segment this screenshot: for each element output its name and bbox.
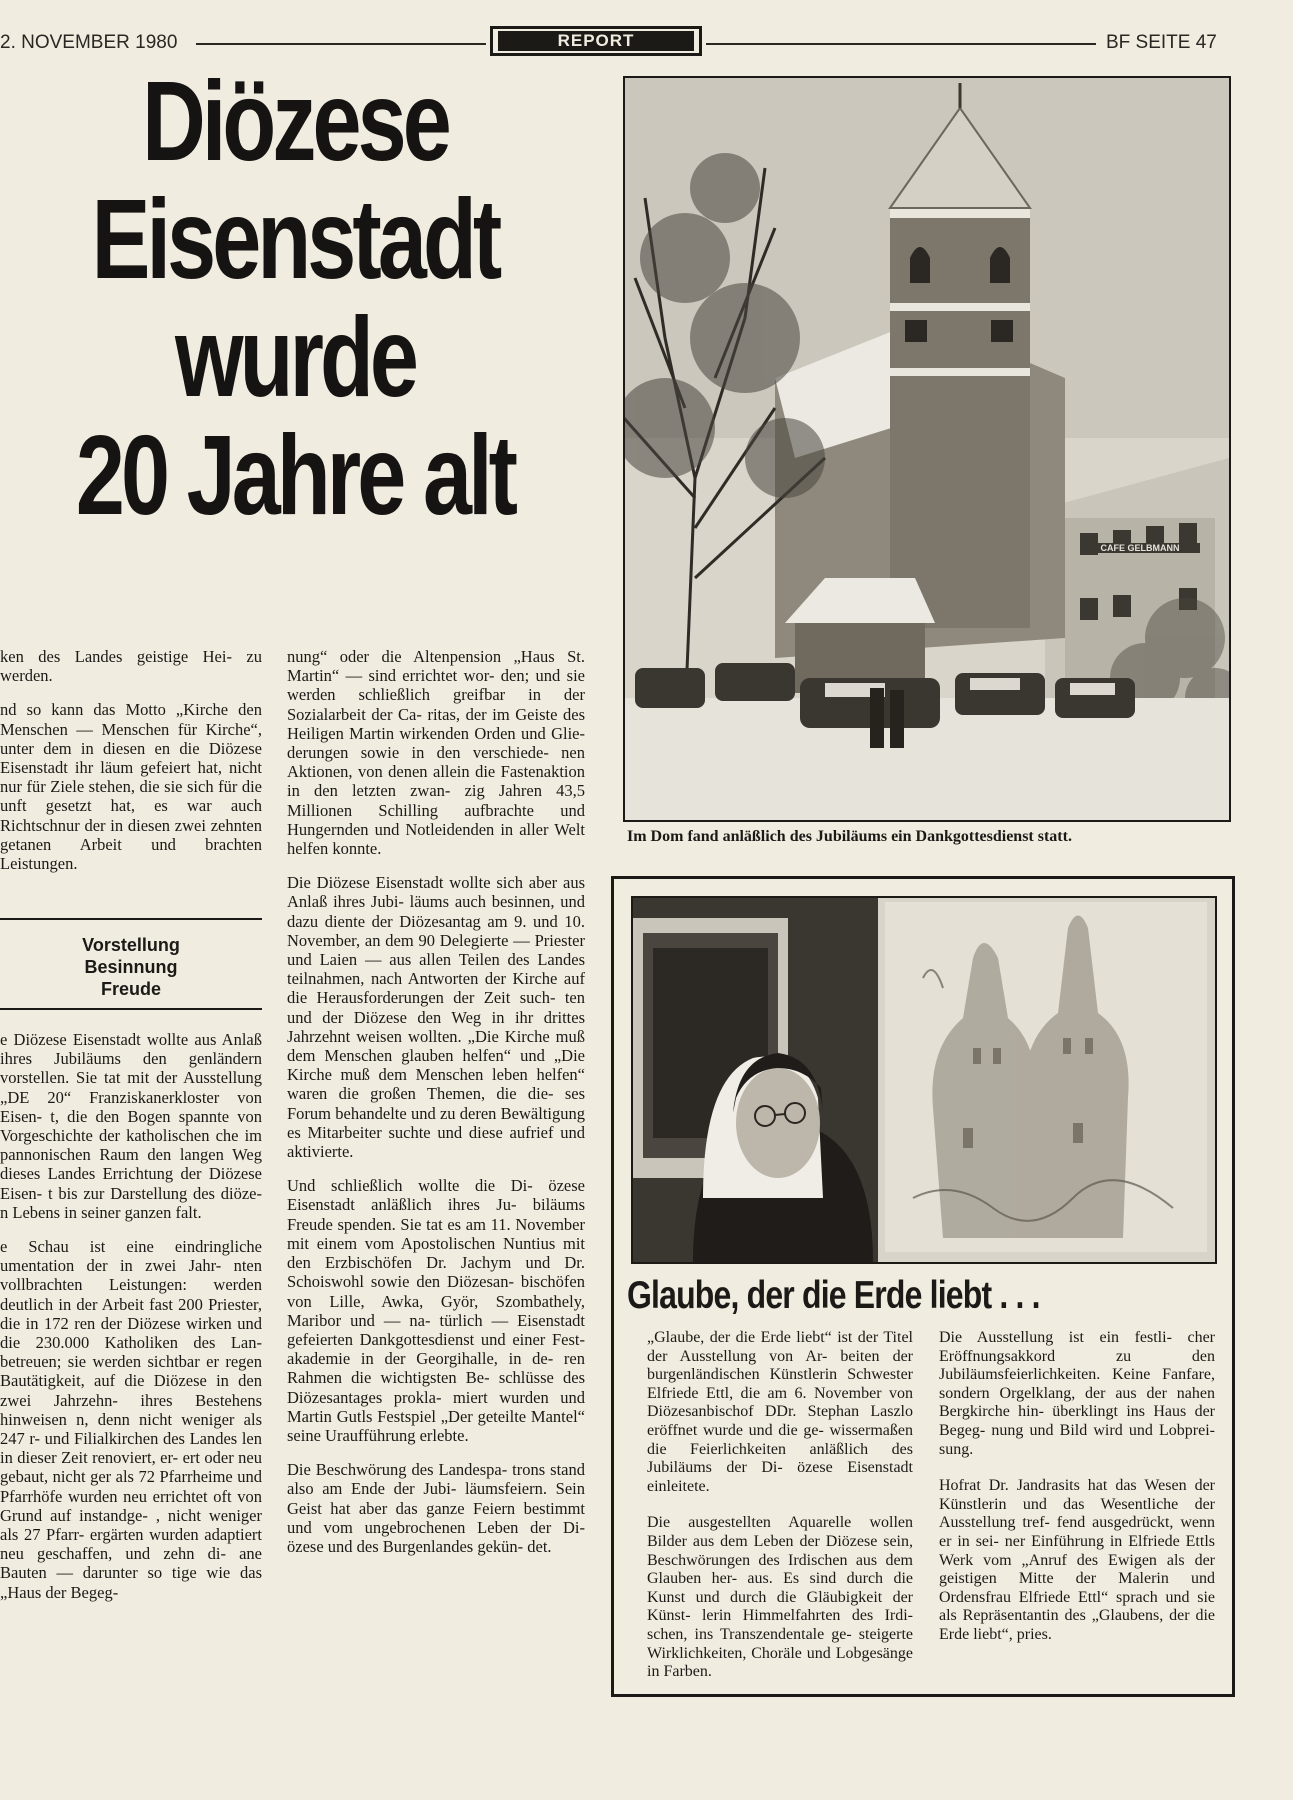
article-column-1a <box>0 647 262 887</box>
cafe-sign: CAFE GELBMANN <box>1100 543 1180 553</box>
col2-paragraph-1: nung“ oder die Altenpension „Haus St. Martin“ — sind errichtet wor- den; und sie werden schließlich greifbar in der Sozialarbeit der Ca- ritas, der im Geiste des Heiligen Martin wirkenden Orden und Glie- derungen sowie in den verschiede- nen Aktionen, von denen allein die Fastenaktion in den letzten zwan- zig Jahren 43,5 Millionen Schilling aufbrachte und Hungernden und Notleidenden in aller Welt helfen konnte. <box>287 647 585 859</box>
col2-paragraph-3: Und schließlich wollte die Di- özese Eisenstadt anläßlich ihres Ju- biläums Freude spenden. Sie tat es am 11. November mit einem vom Apostolischen Nuntius mit den Erzbischöfen Dr. Jachym und Dr. Schoiswohl sowie den Diözesan- bischöfen von Lille, Awka, Györ, Szombathely, Maribor und — na- türlich — Eisenstadt gefeierten Dankgottesdienst und einer Fest- akademie in der Georgihalle, in de- ren Rahmen die wichtigsten Be- schlüsse des Diözesantages prokla- miert wurden und Martin Gutls Festspiel „Der geteilte Mantel“ seine Uraufführung erlebte. <box>287 1176 585 1445</box>
col1-paragraph-1: ken des Landes geistige Hei- zu werden. <box>0 647 262 686</box>
church-photo-image <box>625 78 1229 820</box>
column-1-rule-bottom <box>0 1008 262 1010</box>
subheading-line-1: Vorstellung <box>82 935 180 955</box>
main-headline <box>65 62 525 534</box>
church-photo-caption: Im Dom fand anläßlich des Jubiläums ein Dankgottesdienst statt. <box>627 828 1072 845</box>
subheading-line-3: Freude <box>100 979 161 999</box>
exhibition-left-paragraph-2: Die ausgestellten Aquarelle wollen Bilder aus dem Leben der Diözese sein, Beschwörungen des Irdischen aus dem Glauben her- aus. Es sind durch die Kunst und durch die Gläubigkeit der Künst- lerin Himmelfahrten des Irdi- schen, ins Transzendentale ge- steigerte Wirklichkeiten, Choräle und Lobgesänge in Farben. <box>647 1514 913 1681</box>
page-number: BF SEITE 47 <box>1106 32 1217 53</box>
exhibition-headline: Glaube, der die Erde liebt . . . <box>627 1274 1040 1317</box>
exhibition-left-paragraph-1: „Glaube, der die Erde liebt“ ist der Titel der Ausstellung von Ar- beiten der burgenländischen Künstlerin Schwester Elfriede Ettl, die am 6. November von Diözesanbischof DDr. Stephan Laszlo eröffnet wurde und die ge- wissermaßen die Feierlichkeiten anläßlich des Jubiläums der Di- özese Eisenstadt einleitete. <box>647 1329 913 1495</box>
headline-line-1: Diözese <box>142 62 448 184</box>
article-column-1b <box>0 1030 262 1770</box>
section-label-box <box>490 26 702 56</box>
subheading <box>0 934 262 1000</box>
col1-paragraph-3: e Diözese Eisenstadt wollte aus Anlaß ihres Jubiläums den genländern vorstellen. Sie tat mit der Ausstellung „DE 20“ Franziskanerkloster von Eisen- t, die den Bogen spannte von Vorgeschichte der katholischen che im pannonischen Raum den langen Weg dieses Landes Errichtung der Diözese Eisen- t bis zur Darstellung des diöze- n Lebens in seiner ganzen falt. <box>0 1030 262 1222</box>
col2-paragraph-4: Die Beschwörung des Landespa- trons stand also am Ende der Jubi- läumsfeiern. Sein Geist hat aber das ganze Feiern bestimmt und vom ungebrochenen Leben der Di- özese und des Burgenlandes gekün- det. <box>287 1460 585 1556</box>
artist-photo <box>631 896 1217 1264</box>
exhibition-column-right <box>939 1329 1215 1689</box>
exhibition-column-left <box>647 1329 913 1689</box>
subheading-line-2: Besinnung <box>84 957 178 977</box>
headline-line-2: Eisenstadt <box>91 176 499 302</box>
header-rule-right <box>706 43 1096 45</box>
col1-paragraph-2: nd so kann das Motto „Kirche den Menschen — Menschen für Kirche“, unter dem in diesen en die Diözese Eisenstadt ihr läum gefeiert hat, nicht nur für Ziele stehen, die sie sich für die unft gesetzt hat, es war auch Richtschnur der in diesen zwei zehnten getanen Arbeit und brachten Leistungen. <box>0 700 262 874</box>
col1-paragraph-4: e Schau ist eine eindringliche umentation der in zwei Jahr- nten vollbrachten Leistungen: werden deutlich in der Arbeit fast 200 Priester, die in 172 ren der Diözese wirken und die 230.000 Katholiken des Lan- betreuen; sie werden sichtbar er regen Bautätigkeit, auf die Diözese in den zwei Jahrzehn- ihres Bestehens hinweisen n, denn nicht weniger als 247 r- und Filialkirchen des Landes len in dieser Zeit renoviert, er- ert oder neu gebaut, nicht ger als 72 Pfarrheime und Pfarrhöfe wurden neu errichtet oft von Grund auf instandge- , nicht weniger als 27 Pfarr- ergärten wurden adaptiert neu geschaffen, und zehn di- ane Bauten — darunter so tige wie das „Haus der Begeg- <box>0 1237 262 1602</box>
exhibition-right-paragraph-1: Die Ausstellung ist ein festli- cher Eröffnungsakkord zu den Jubiläumsfeierlichkeiten. Keine Fanfare, sondern Orgelklang, der aus der nahen Bergkirche hin- überklingt ins Haus der Begeg- nung und Bild wird und Lobprei- sung. <box>939 1329 1215 1458</box>
headline-line-4: 20 Jahre alt <box>75 412 515 534</box>
exhibition-right-paragraph-2: Hofrat Dr. Jandrasits hat das Wesen der Künstlerin und das Wesentliche der Ausstellung tref- fend ausgedrückt, wenn er in sei- ner Einführung in Elfriede Ettls Werk vom „Anruf des Ewigen als der geistigen Mitte der Malerin und Ordensfrau Elfriede Ettl“ sprach und sie als Repräsentantin des „Glaubens, der die Erde liebt“, pries. <box>939 1477 1215 1643</box>
section-label: REPORT <box>498 31 694 51</box>
church-photo <box>623 76 1231 822</box>
article-column-2 <box>287 647 585 1697</box>
header-rule-left <box>196 43 486 45</box>
headline-line-3: wurde <box>174 294 416 420</box>
column-1-rule-top <box>0 918 262 920</box>
artist-photo-image <box>633 898 1215 1262</box>
issue-date: 2. NOVEMBER 1980 <box>0 32 178 53</box>
col2-paragraph-2: Die Diözese Eisenstadt wollte sich aber aus Anlaß ihres Jubi- läums auch besinnen, und dazu diente der Diözesantag am 9. und 10. November, an dem 90 Delegierte — Priester und Laien — aus allen Teilen des Landes teilnahmen, nach Antworten der Kirche auf die Herausforderungen der Zeit such- ten und der Diözese den Weg in ihr drittes Jahrzehnt weisen wollten. „Die Kirche muß dem Menschen glauben helfen“ und „Die Kirche muß dem Menschen leben helfen“ waren die großen Themen, die die- ses Forum behandelte und zu deren Bewältigung es Mitarbeiter suchte und diese aufrief und aktivierte. <box>287 873 585 1162</box>
